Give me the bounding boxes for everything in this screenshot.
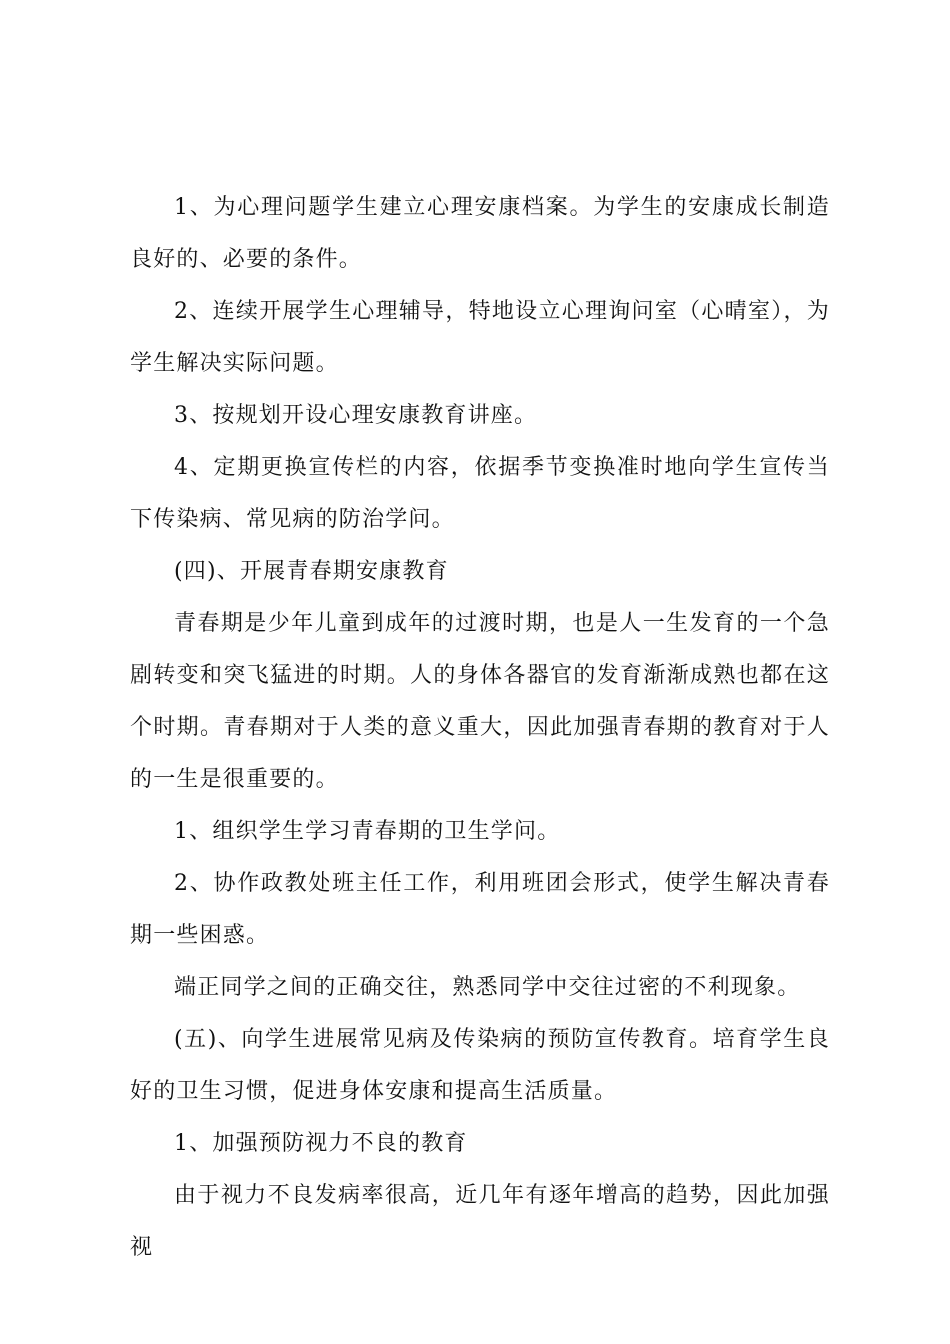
- paragraph-peer-relations: 端正同学之间的正确交往，熟悉同学中交往过密的不利现象。: [174, 975, 801, 1000]
- paragraph-vision-text: 由于视力不良发病率很高，近几年有逐年增高的趋势，因此加强视: [130, 1183, 830, 1260]
- paragraph-vision-heading: 1、加强预防视力不良的教育: [174, 1131, 468, 1156]
- paragraph-psych-counseling: 2、连续开展学生心理辅导，特地设立心理询问室（心晴室），为学生解决实际问题。: [130, 299, 830, 376]
- paragraph-bulletin-board: 4、定期更换宣传栏的内容，依据季节变换准时地向学生宣传当下传染病、常见病的防治学问。: [130, 455, 830, 532]
- paragraph-puberty-hygiene: 1、组织学生学习青春期的卫生学问。: [174, 819, 561, 844]
- document-body: [130, 182, 830, 1274]
- paragraph-puberty-intro: 青春期是少年儿童到成年的过渡时期，也是人一生发育的一个急剧转变和突飞猛进的时期。人的身体各器官的发育渐渐成熟也都在这个时期。青春期对于人类的意义重大，因此加强青春期的教育对于人的一生是很重要的。: [130, 611, 830, 792]
- paragraph-psych-archive: 1、为心理问题学生建立心理安康档案。为学生的安康成长制造良好的、必要的条件。: [130, 195, 830, 272]
- paragraph-psych-lectures: 3、按规划开设心理安康教育讲座。: [174, 403, 538, 428]
- section-heading-disease-prevention: (五)、向学生进展常见病及传染病的预防宣传教育。培育学生良好的卫生习惯，促进身体安康和提高生活质量。: [130, 1027, 830, 1104]
- section-heading-puberty: (四)、开展青春期安康教育: [174, 559, 449, 584]
- paragraph-puberty-class-meetings: 2、协作政教处班主任工作，利用班团会形式，使学生解决青春期一些困惑。: [130, 871, 830, 948]
